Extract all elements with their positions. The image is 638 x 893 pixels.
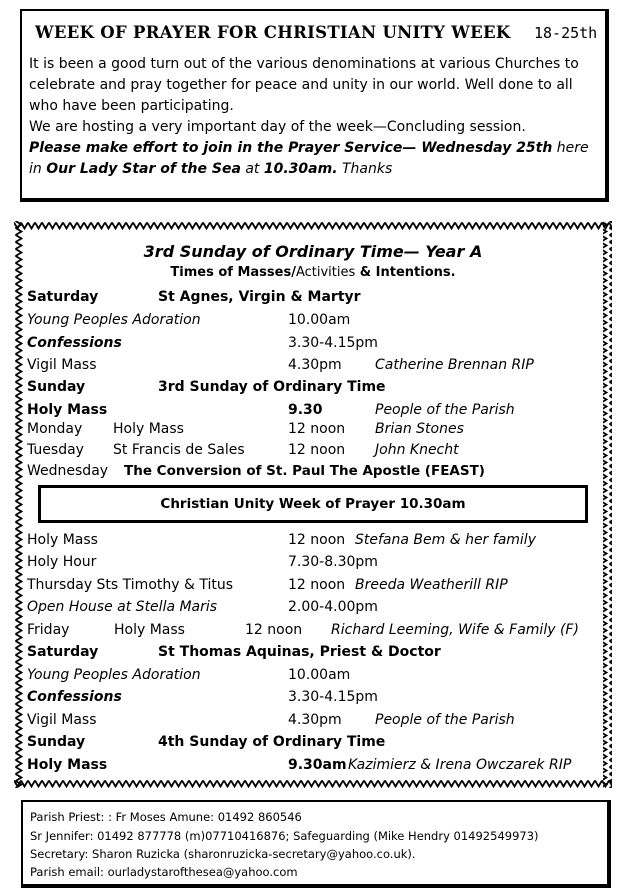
service-time: 10.30am. [263, 161, 338, 177]
row-time: 12 noon [288, 532, 346, 548]
row-time: 3.30-4.15pm [288, 689, 378, 705]
schedule-row [14, 644, 612, 666]
row-feast: 4th Sunday of Ordinary Time [158, 734, 386, 750]
row-intention: Kazimierz & Irena Owczarek RIP [348, 757, 572, 773]
unity-week-notice [20, 9, 609, 202]
row-time: 10.00am [288, 667, 351, 683]
row-time: 3.30-4.15pm [288, 335, 378, 351]
christian-unity-banner: Christian Unity Week of Prayer 10.30am [38, 485, 588, 523]
mass-times-title: 3rd Sunday of Ordinary Time— Year A [143, 242, 483, 261]
schedule-row [14, 421, 612, 443]
service-at: at [240, 161, 264, 177]
row-day: Monday [27, 421, 83, 437]
row-feast: St Francis de Sales [113, 442, 245, 458]
row-time: 9.30 [288, 402, 323, 418]
parish-email-line: Parish email: ourladystarofthesea@yahoo.com [30, 865, 298, 879]
subtitle-masses: Times of Masses/ [170, 265, 296, 280]
row-intention: Richard Leeming, Wife & Family (F) [331, 622, 579, 638]
row-feast: The Conversion of St. Paul The Apostle (FEAST) [124, 463, 485, 479]
schedule-row [14, 312, 612, 334]
row-day: Thursday Sts Timothy & Titus [27, 577, 234, 593]
unity-week-dates: 18-25th [534, 24, 598, 42]
row-day: Tuesday [27, 442, 84, 458]
service-invitation: Please make effort to join in the Prayer Service— Wednesday 25th [29, 140, 553, 156]
row-day: Sunday [27, 734, 86, 750]
row-intention: John Knecht [375, 442, 459, 458]
schedule-row [14, 289, 612, 311]
schedule-row [14, 532, 612, 554]
schedule-row [14, 712, 612, 734]
subtitle-intentions: & Intentions. [355, 265, 456, 280]
schedule-row [14, 599, 612, 621]
row-event: Confessions [27, 689, 122, 705]
schedule-row [14, 357, 612, 379]
row-event: Holy Mass [27, 532, 98, 548]
unity-paragraph-1: It is been a good turn out of the various denominations at various Churches to celebrate and pray together for peace and unity in our world. Well done to all who have been participating. [29, 56, 579, 114]
mass-times-box [14, 221, 612, 788]
service-church: Our Lady Star of the Sea [46, 161, 241, 177]
row-day: Saturday [27, 644, 99, 660]
row-time: 12 noon [245, 622, 303, 638]
row-time: 7.30-8.30pm [288, 554, 378, 570]
unity-week-title: WEEK OF PRAYER FOR CHRISTIAN UNITY WEEK [35, 23, 511, 42]
row-time: 9.30am [288, 757, 347, 773]
row-event: Open House at Stella Maris [27, 599, 218, 615]
mass-times-subtitle [14, 265, 612, 280]
row-event: Young Peoples Adoration [27, 667, 201, 683]
unity-paragraph-3 [29, 138, 604, 180]
row-event: Holy Mass [113, 421, 184, 437]
schedule-row [14, 667, 612, 689]
schedule-row [14, 622, 612, 644]
secretary-line: Secretary: Sharon Ruzicka (sharonruzicka-secretary@yahoo.co.uk). [30, 847, 416, 861]
row-time: 10.00am [288, 312, 351, 328]
row-intention: People of the Parish [375, 402, 515, 418]
row-day: Wednesday [27, 463, 109, 479]
unity-paragraph-2: We are hosting a very important day of the week—Concluding session. [29, 119, 526, 135]
row-intention: Brian Stones [375, 421, 464, 437]
schedule-row [14, 463, 612, 485]
schedule-row [14, 734, 612, 756]
row-feast: 3rd Sunday of Ordinary Time [158, 379, 386, 395]
row-event: Vigil Mass [27, 712, 97, 728]
schedule-row [14, 442, 612, 464]
row-event: Holy Mass [27, 757, 108, 773]
parish-priest-line: Parish Priest: : Fr Moses Amune: 01492 860546 [30, 810, 302, 824]
schedule-row [14, 577, 612, 599]
schedule-row [14, 335, 612, 357]
schedule-row [14, 379, 612, 401]
row-event: Holy Mass [114, 622, 185, 638]
sister-safeguarding-line: Sr Jennifer: 01492 877778 (m)07710416876; Safeguarding (Mike Hendry 01492549973) [30, 829, 539, 843]
row-time: 4.30pm [288, 357, 342, 373]
row-day: Friday [27, 622, 70, 638]
row-intention: Catherine Brennan RIP [375, 357, 534, 373]
row-time: 12 noon [288, 421, 346, 437]
row-event: Young Peoples Adoration [27, 312, 201, 328]
row-time: 2.00-4.00pm [288, 599, 378, 615]
service-thanks: Thanks [337, 161, 393, 177]
row-feast: St Thomas Aquinas, Priest & Doctor [158, 644, 441, 660]
row-day: Sunday [27, 379, 86, 395]
row-event: Vigil Mass [27, 357, 97, 373]
row-time: 12 noon [288, 577, 346, 593]
schedule-row [14, 554, 612, 576]
row-time: 4.30pm [288, 712, 342, 728]
row-intention: People of the Parish [375, 712, 515, 728]
row-intention: Breeda Weatherill RIP [355, 577, 508, 593]
schedule-row [14, 757, 612, 779]
schedule-row [14, 689, 612, 711]
row-event: Confessions [27, 335, 122, 351]
row-day: Saturday [27, 289, 99, 305]
row-event: Holy Hour [27, 554, 97, 570]
parish-contact-box [21, 800, 611, 888]
subtitle-activities: Activities [295, 265, 356, 280]
row-time: 12 noon [288, 442, 346, 458]
unity-week-body [29, 54, 604, 180]
row-intention: Stefana Bem & her family [355, 532, 536, 548]
row-event: Holy Mass [27, 402, 108, 418]
row-feast: St Agnes, Virgin & Martyr [158, 289, 361, 305]
service-here-in: here in [29, 140, 589, 177]
